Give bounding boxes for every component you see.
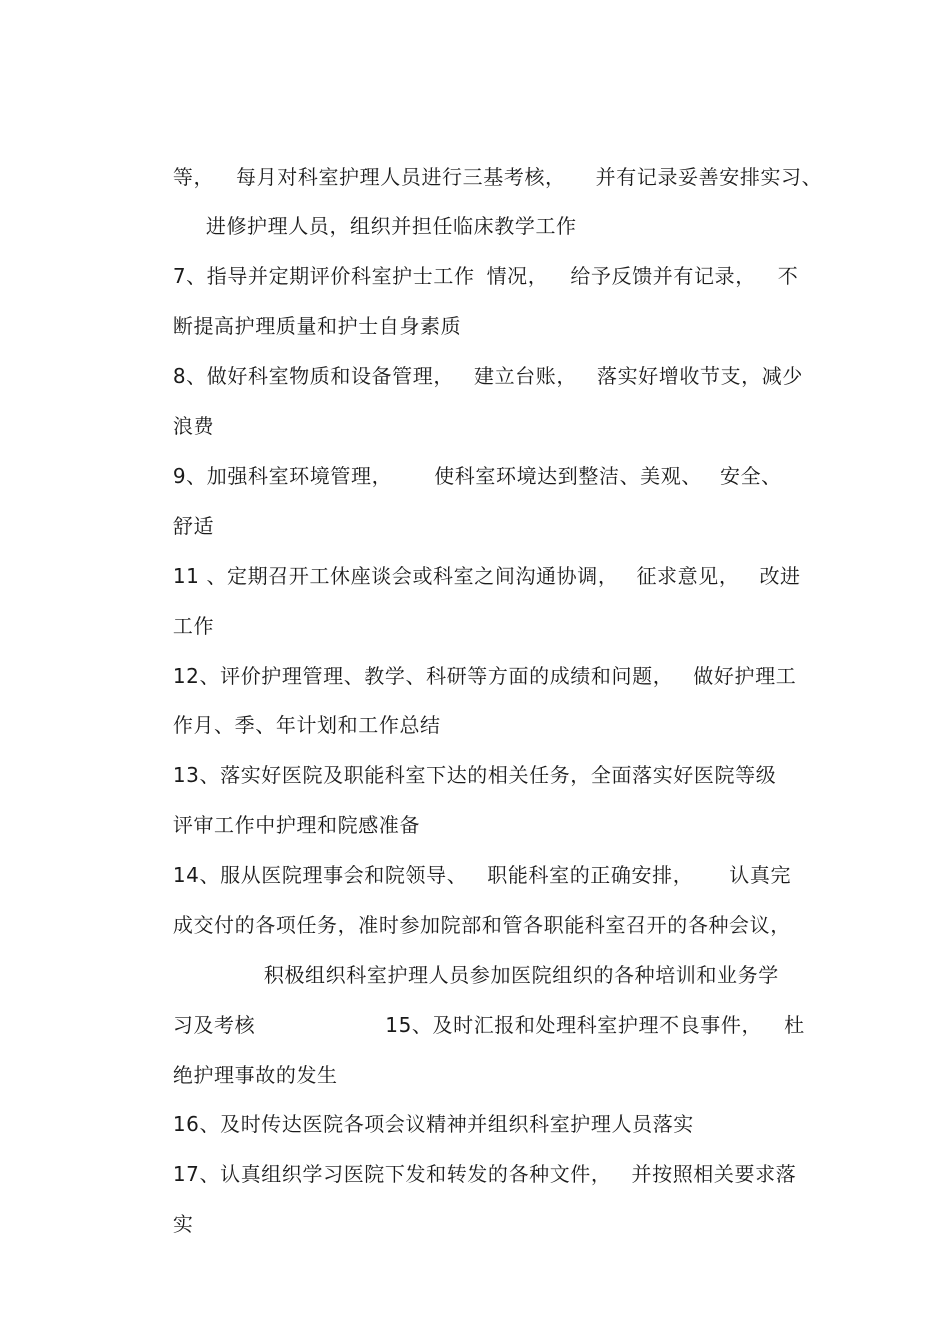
- text-segment: 改进: [759, 564, 801, 588]
- text-segment: 8、做好科室物质和设备管理，: [172, 364, 454, 388]
- text-line: [145, 537, 801, 615]
- text-segment: 14、服从医院理事会和院领导、: [172, 863, 468, 887]
- text-segment: 绝护理事故的发生: [172, 1063, 338, 1087]
- text-segment: 征求意见，: [636, 564, 740, 588]
- text-segment: 断提高护理质量和护士自身素质: [172, 314, 462, 338]
- text-segment: 12、评价护理管理、教学、科研等方面的成绩和问题，: [172, 664, 674, 688]
- text-segment: 7、指导并定期评价科室护士工作: [172, 264, 475, 288]
- text-segment: 作月、季、年计划和工作总结: [172, 713, 441, 737]
- text-segment: 并有记录妥善安排实习、: [595, 165, 823, 189]
- text-segment: 9、加强科室环境管理，: [172, 464, 393, 488]
- text-segment: 习及考核: [172, 1013, 256, 1037]
- text-segment: 安全、: [719, 464, 782, 488]
- text-segment: 积极组织科室护理人员参加医院组织的各种培训和业务学: [263, 963, 779, 987]
- text-segment: 进修护理人员，组织并担任临床教学工作: [205, 214, 577, 238]
- text-segment: 杜: [784, 1013, 805, 1037]
- text-segment: 11 、定期召开工休座谈会或科室之间沟通协调，: [172, 564, 619, 588]
- text-segment: 职能科室的正确安排，: [487, 863, 694, 887]
- text-segment: 不: [777, 264, 799, 288]
- text-segment: 13、落实好医院及职能科室下达的相关任务，全面落实好医院等级: [172, 763, 777, 787]
- text-line: [145, 337, 803, 415]
- text-segment: 每月对科室护理人员进行三基考核，: [236, 165, 566, 189]
- text-segment: 情况，: [486, 264, 549, 288]
- text-segment: 15、及时汇报和处理科室护理不良事件，: [385, 1013, 763, 1037]
- text-line: [145, 1185, 193, 1263]
- text-segment: 浪费: [172, 414, 215, 438]
- text-segment: 工作: [172, 614, 215, 638]
- text-line: [145, 437, 782, 515]
- text-segment: 给予反馈并有记录，: [570, 264, 756, 288]
- text-segment: 16、及时传达医院各项会议精神并组织科室护理人员落实: [172, 1112, 694, 1136]
- text-segment: 落实好增收节支，减少: [596, 364, 803, 388]
- text-segment: 舒适: [172, 514, 215, 538]
- text-segment: 评审工作中护理和院感准备: [172, 813, 421, 837]
- text-segment: 使科室环境达到整洁、美观、: [434, 464, 702, 488]
- text-segment: 17、认真组织学习医院下发和转发的各种文件，: [172, 1162, 612, 1186]
- text-segment: 成交付的各项任务，准时参加院部和管各职能科室召开的各种会议，: [172, 913, 791, 937]
- text-segment: 认真完: [729, 863, 792, 887]
- text-segment: 并按照相关要求落: [631, 1162, 797, 1186]
- text-segment: 做好护理工: [693, 664, 797, 688]
- text-segment: 建立台账，: [473, 364, 577, 388]
- text-segment: 实: [172, 1212, 194, 1236]
- text-line: [145, 1135, 796, 1213]
- text-segment: 等，: [172, 165, 215, 189]
